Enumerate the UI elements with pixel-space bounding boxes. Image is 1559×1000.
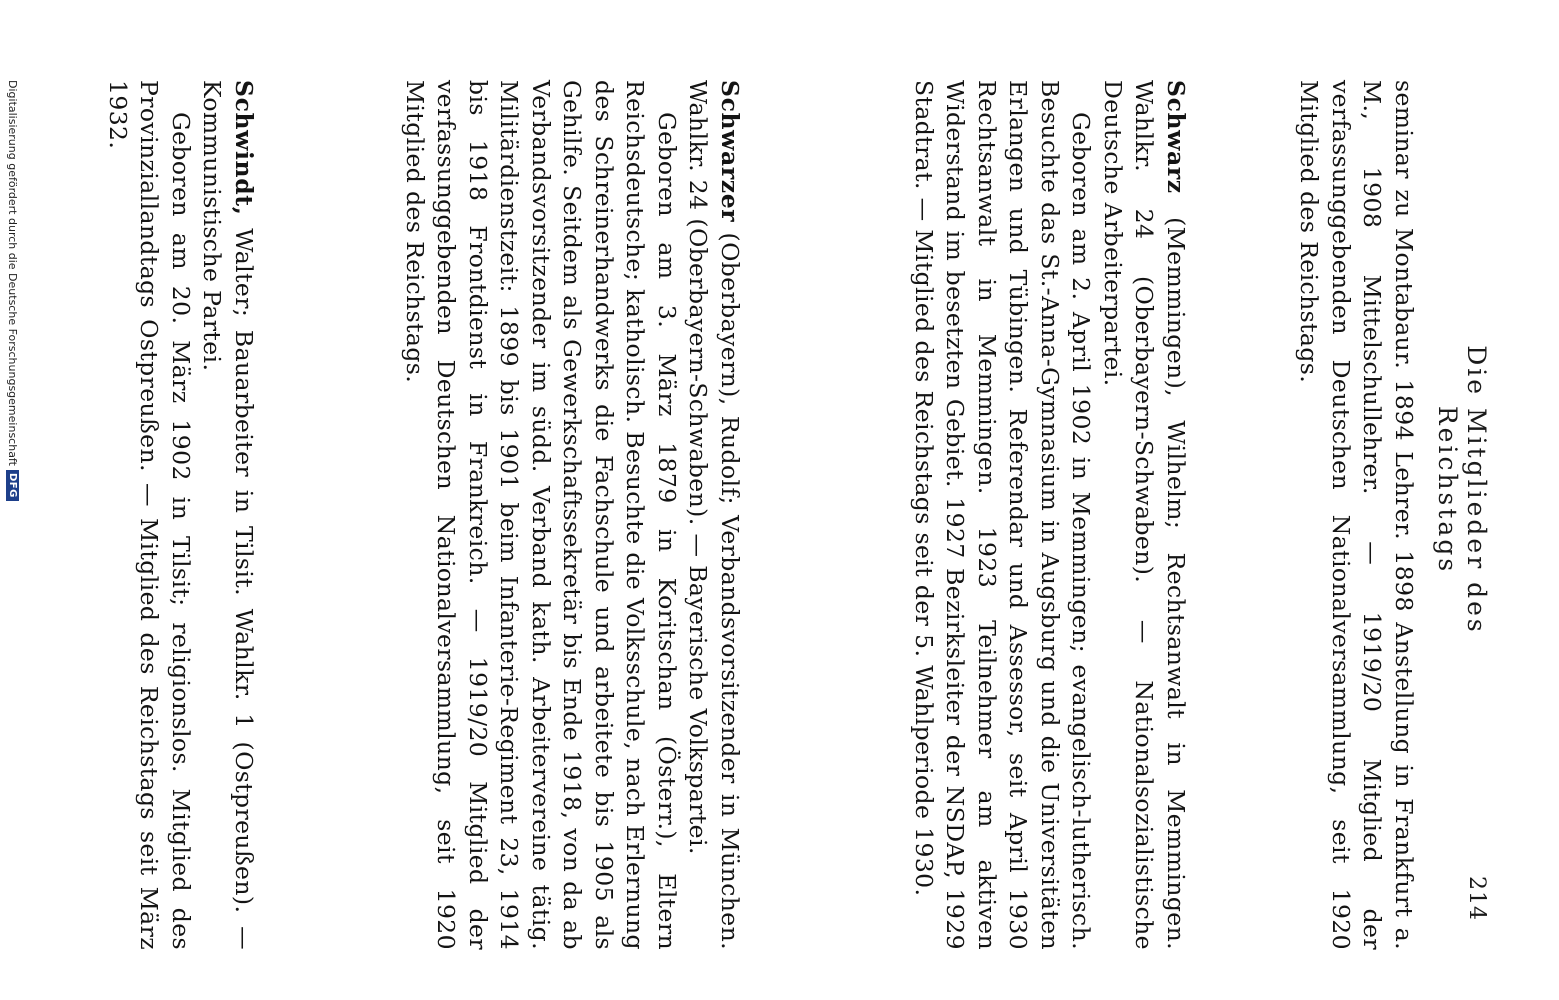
entry-schwarz-bio: Geboren am 2. April 1902 in Memmingen; evangelisch-lutherisch. Besuchte das St.-Anna-Gymnasium in Augsburg und die Universitäten Erlangen und Tübingen. Referendar und Assessor, seit April 1930 Rechtsanwalt in Memmingen. 1923 Teilnehmer am aktiven Widerstand im besetzten Gebiet. 1927 Bezirksleiter der NSDAP, 1929 Stadtrat. — Mitglied des Reichstags seit der 5. Wahlperiode 1930.: [910, 80, 1096, 950]
entry-continuation-text: seminar zu Montabaur. 1894 Lehrer. 1898 Anstellung in Frankfurt a. M., 1908 Mittelschullehrer. — 1919/20 Mitglied der verfassunggebenden Deutschen Nationalversammlung, seit 1920 Mitglied des Reichstags.: [1295, 80, 1418, 950]
digitization-credit: [6, 80, 19, 960]
entry-schwarzer-name: Schwarzer: [716, 80, 744, 223]
entry-schwindt-bio: Geboren am 20. März 1902 in Tilsit; religionslos. Mitglied des Provinziallandtags Ostpreußen. — Mitglied des Reichstags seit März 1932.: [104, 80, 195, 950]
entry-schwarzer-intro: [682, 80, 745, 950]
entry-schwarz-intro-text: (Memmingen), Wilhelm; Rechtsanwalt in Memmingen. Wahlkr. 24 (Oberbayern-Schwaben). — Nationalsozialistische Deutsche Arbeiterpartei.: [1099, 80, 1190, 950]
entry-schwarzer-bio: Geboren am 3. März 1879 in Koritschan (Österr.), Eltern Reichsdeutsche; katholisch. Besuchte die Volksschule, nach Erlernung des Schreinerhandwerks die Fachschule und arbeitete bis 1905 als Gehilfe. Seitdem als Gewerkschaftssekretär bis Ende 1918, von da ab Verbandsvorsitzender im südd. Verband kath. Arbeitervereine tätig. Militärdienstzeit: 1899 bis 1901 beim Infanterie-Regiment 23, 1914 bis 1918 Frontdienst in Frankreich. — 1919/20 Mitglied der verfassunggebenden Deutschen Nationalversammlung, seit 1920 Mitglied des Reichstags.: [401, 80, 681, 950]
entry-schwarzer-intro-text: (Oberbayern), Rudolf; Verbandsvorsitzender in München. Wahlkr. 24 (Oberbayern-Schwaben). — Bayerische Volkspartei.: [684, 80, 744, 950]
entry-schwarz-name: Schwarz: [1162, 80, 1190, 194]
entry-continuation: [1293, 80, 1419, 950]
digitization-credit-text: Digitalisierung gefördert durch die Deutsche Forschungsgemeinschaft: [6, 80, 19, 466]
entry-schwarzer: [399, 80, 746, 950]
running-head: Die Mitglieder des Reichstags: [1433, 345, 1491, 635]
entry-schwindt-name: Schwindt,: [230, 80, 258, 216]
page-number: 214: [1464, 876, 1489, 921]
page-header: [1499, 0, 1559, 1000]
dfg-logo-icon: DFG: [6, 470, 19, 501]
entry-schwindt: [102, 80, 260, 950]
entry-schwarz-intro: [1097, 80, 1192, 950]
entry-schwindt-intro: [196, 80, 259, 950]
entry-schwindt-intro-text: Walter; Bauarbeiter in Tilsit. Wahlkr. 1 (Ostpreußen). — Kommunistische Partei.: [198, 80, 258, 950]
entry-schwarz: [908, 80, 1192, 950]
